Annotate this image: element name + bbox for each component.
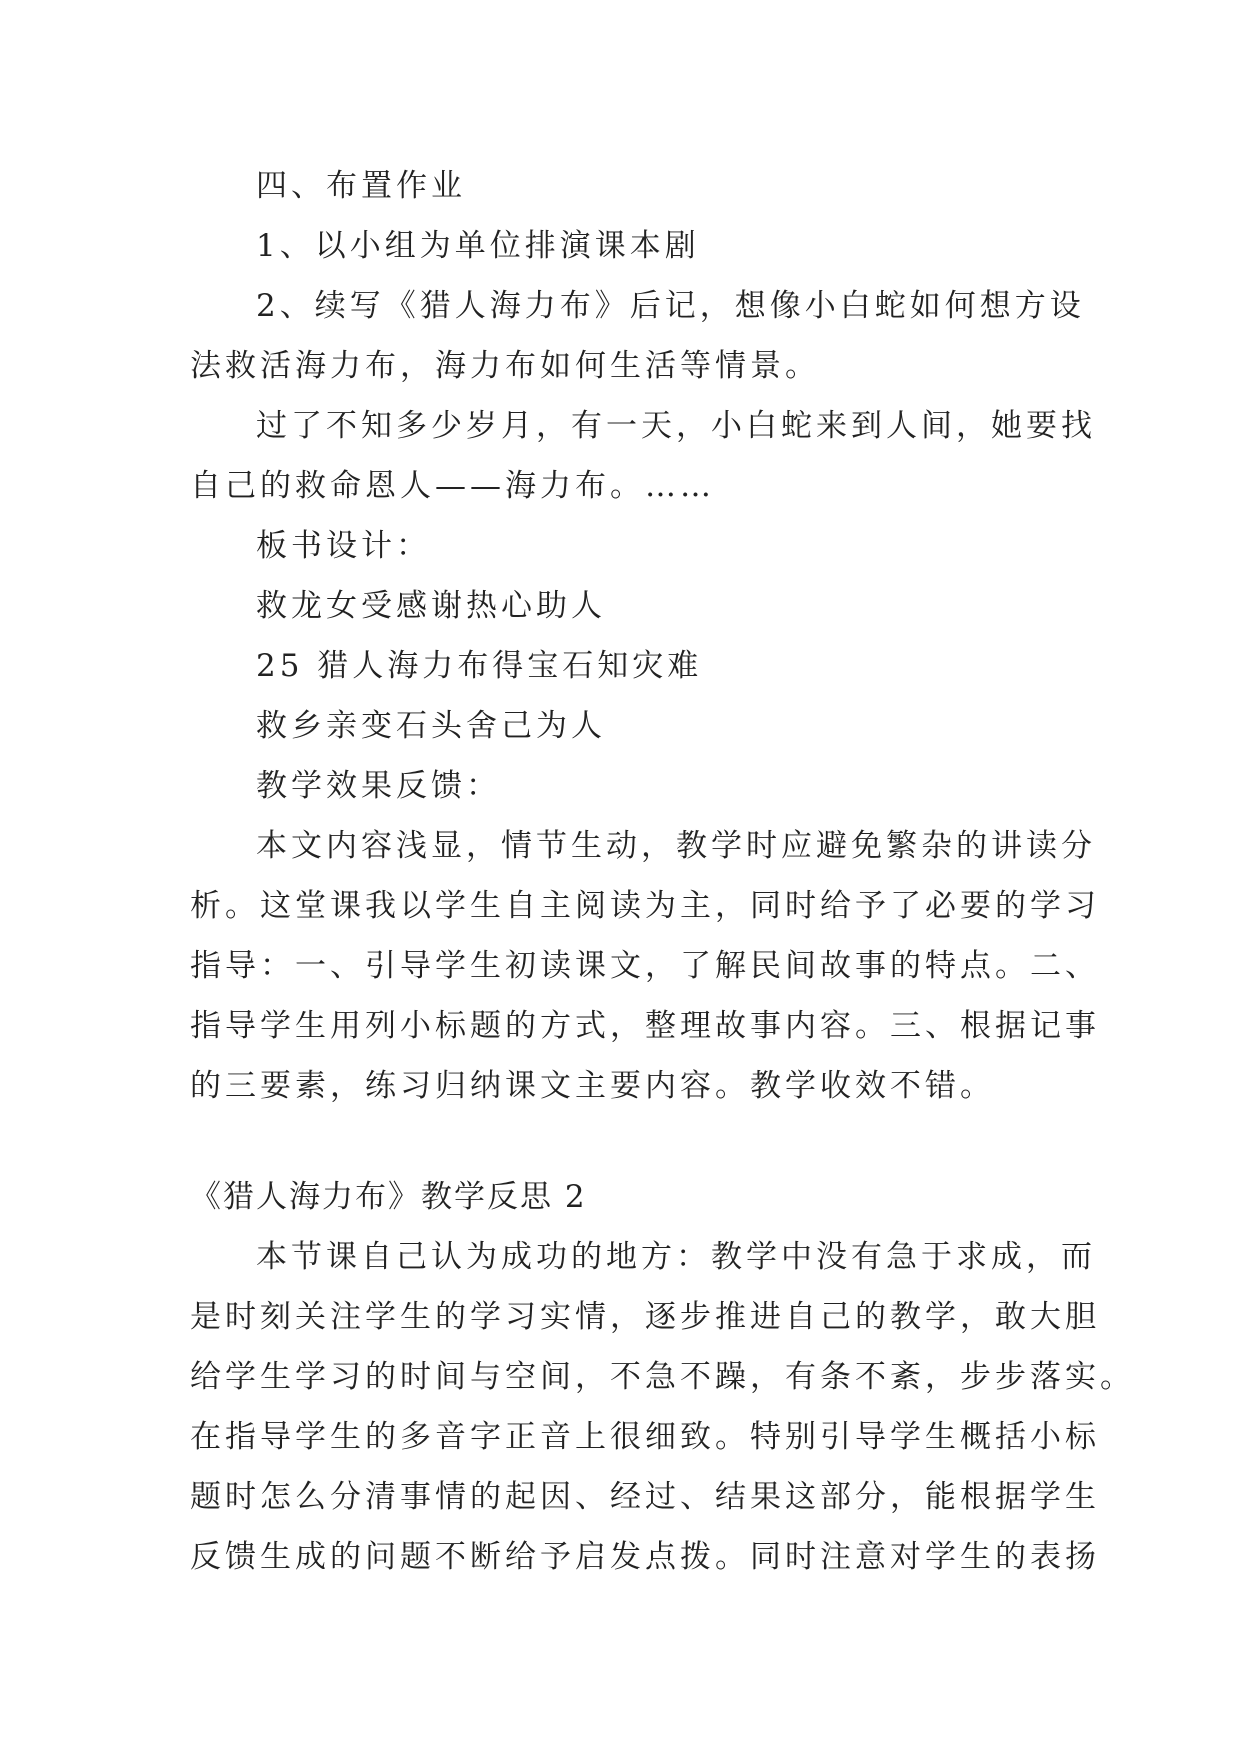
- section-heading-homework: 四、布置作业: [256, 168, 466, 204]
- paragraph-line: 反馈生成的问题不断给予启发点拨。同时注意对学生的表扬: [190, 1539, 1100, 1575]
- section-heading-feedback: 教学效果反馈：: [256, 768, 501, 804]
- paragraph-line: 题时怎么分清事情的起因、经过、结果这部分，能根据学生: [190, 1479, 1100, 1515]
- document-title: 《猎人海力布》教学反思 2: [190, 1179, 587, 1215]
- paragraph-line: 过了不知多少岁月，有一天，小白蛇来到人间，她要找: [256, 408, 1096, 444]
- paragraph-line: 2、续写《猎人海力布》后记，想像小白蛇如何想方设: [256, 288, 1085, 324]
- board-design-line: 25 猎人海力布得宝石知灾难: [256, 648, 703, 684]
- paragraph-line: 指导：一、引导学生初读课文，了解民间故事的特点。二、: [190, 948, 1100, 984]
- paragraph-line: 析。这堂课我以学生自主阅读为主，同时给予了必要的学习: [190, 888, 1100, 924]
- paragraph-line: 本文内容浅显，情节生动，教学时应避免繁杂的讲读分: [256, 828, 1096, 864]
- paragraph-line: 是时刻关注学生的学习实情，逐步推进自己的教学，敢大胆: [190, 1299, 1100, 1335]
- paragraph-line: 法救活海力布，海力布如何生活等情景。: [190, 348, 820, 384]
- paragraph-line: 1、以小组为单位排演课本剧: [256, 228, 700, 264]
- paragraph-line: 自己的救命恩人——海力布。……: [190, 468, 715, 504]
- board-design-line: 救龙女受感谢热心助人: [256, 588, 606, 624]
- section-heading-board-design: 板书设计：: [256, 528, 431, 564]
- paragraph-line: 指导学生用列小标题的方式，整理故事内容。三、根据记事: [190, 1008, 1100, 1044]
- paragraph-line: 的三要素，练习归纳课文主要内容。教学收效不错。: [190, 1068, 995, 1104]
- paragraph-line: 本节课自己认为成功的地方：教学中没有急于求成，而: [256, 1239, 1096, 1275]
- paragraph-line: 在指导学生的多音字正音上很细致。特别引导学生概括小标: [190, 1419, 1100, 1455]
- paragraph-line: 给学生学习的时间与空间，不急不躁，有条不紊，步步落实。: [190, 1359, 1135, 1395]
- board-design-line: 救乡亲变石头舍己为人: [256, 708, 606, 744]
